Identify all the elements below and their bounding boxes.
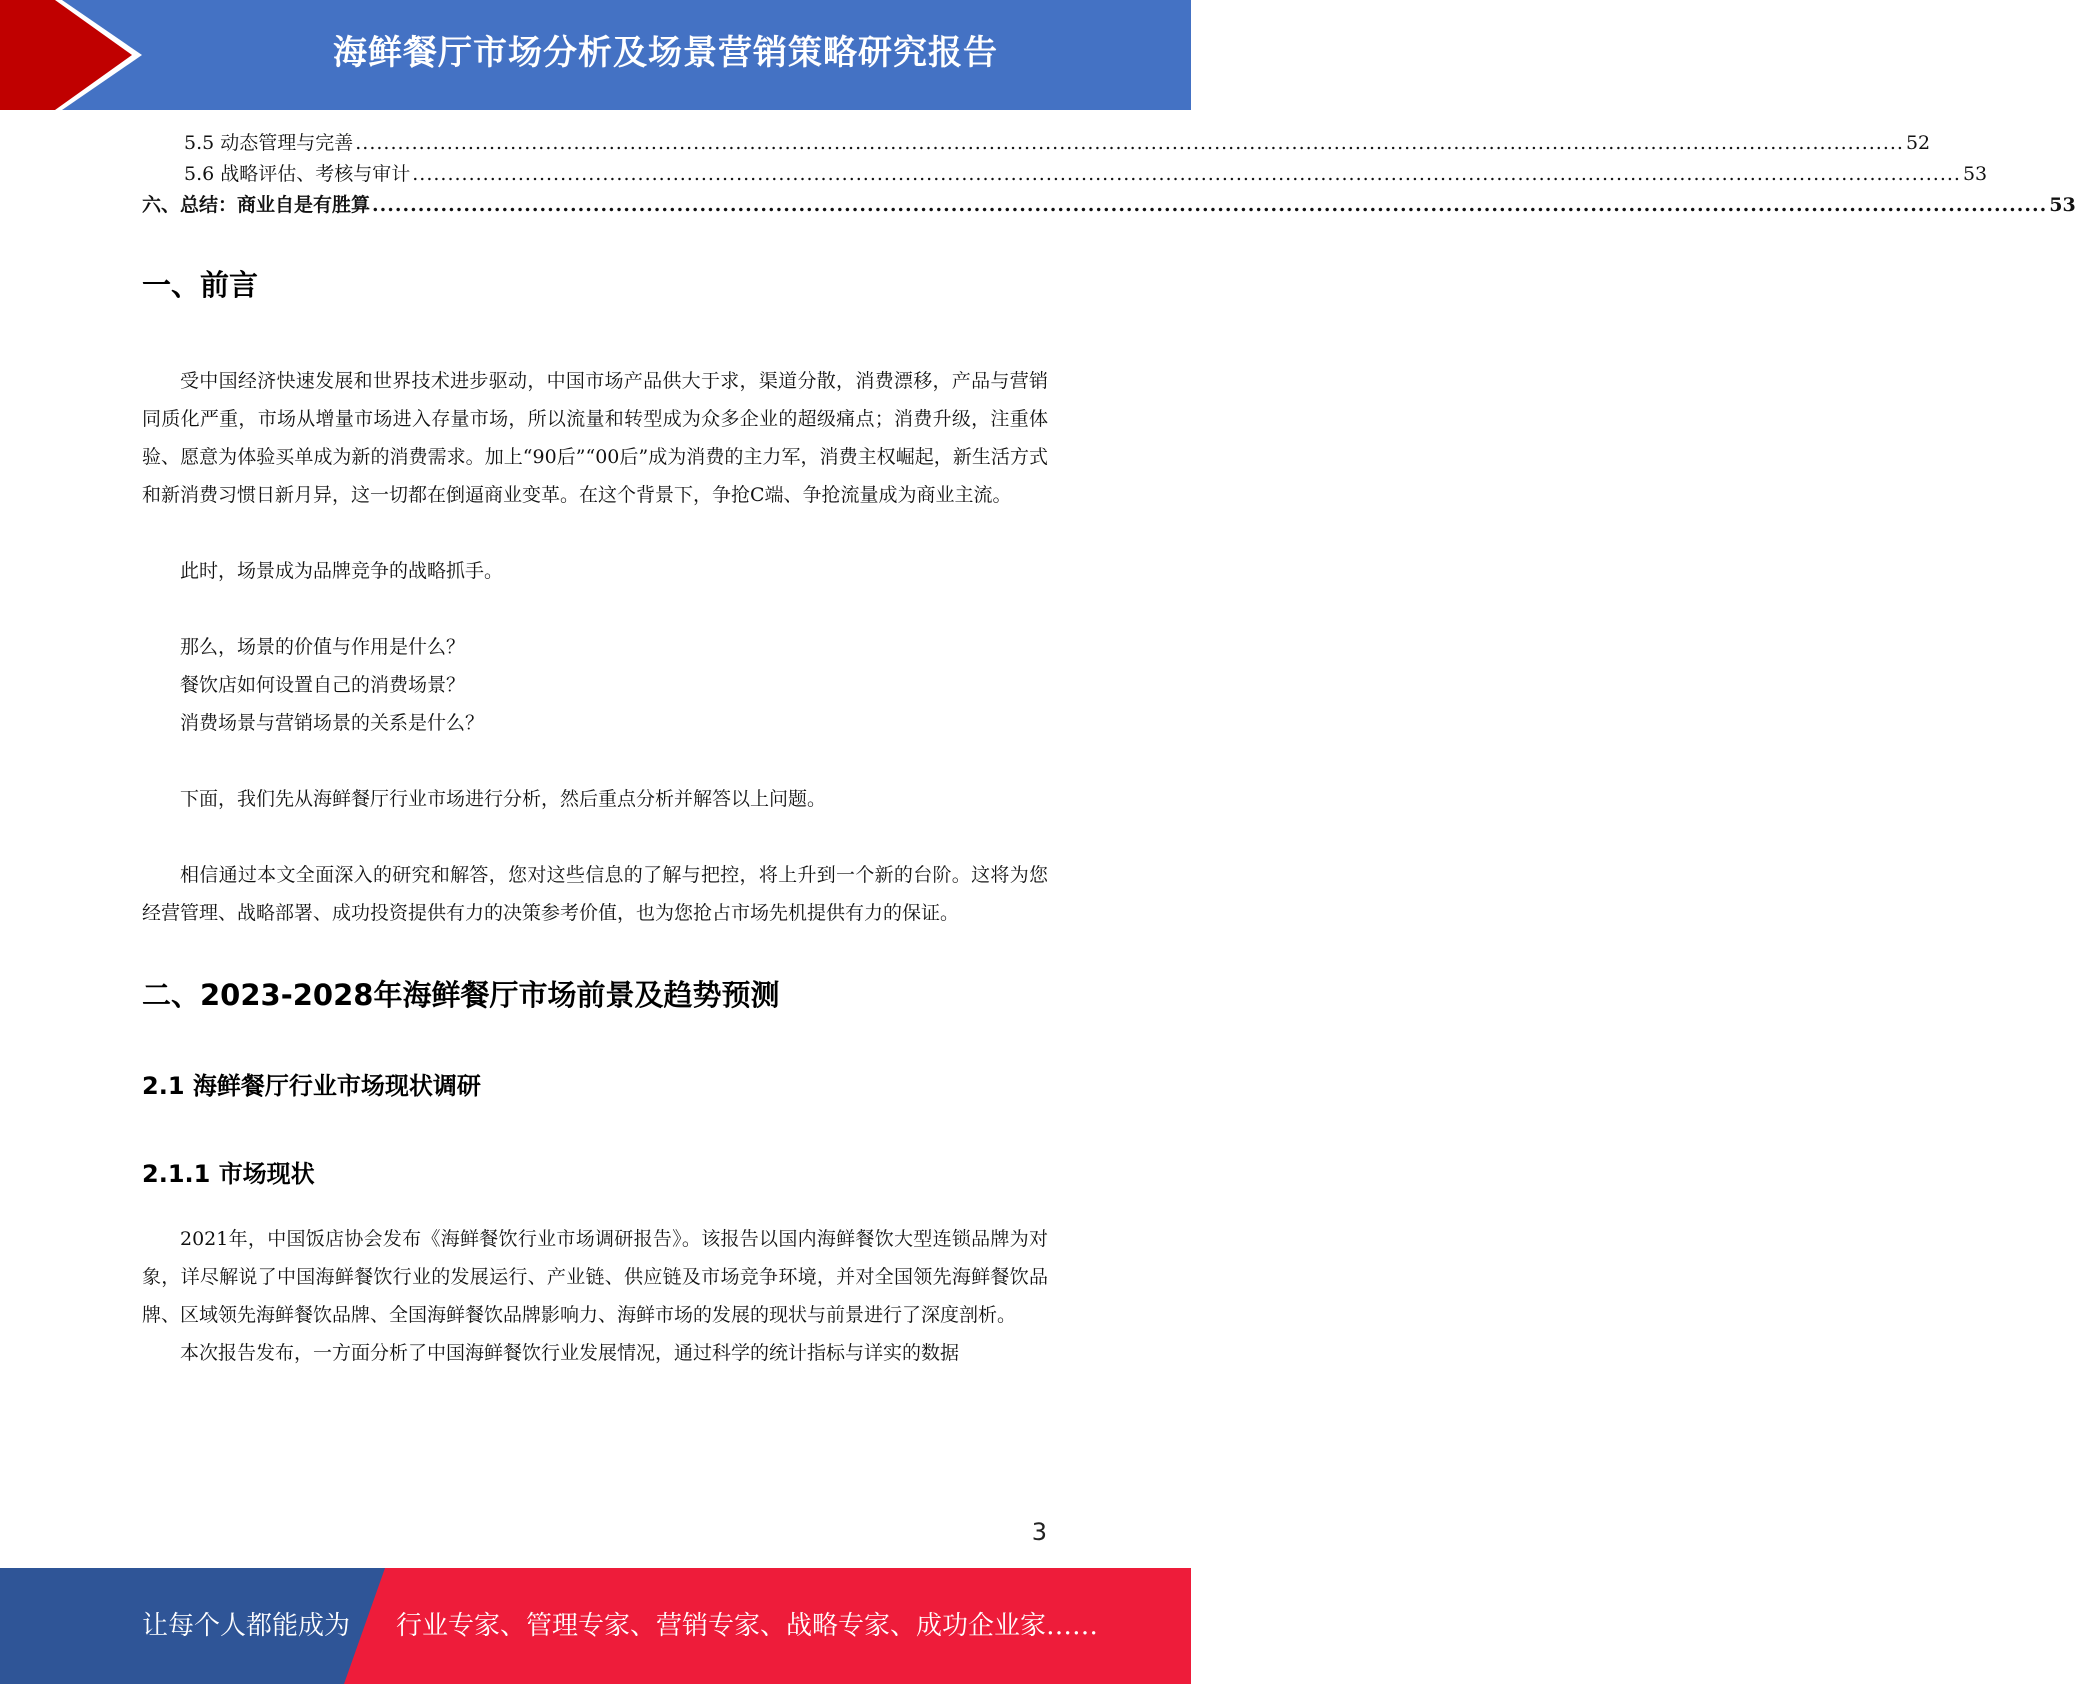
toc-entry[interactable] xyxy=(142,128,1931,159)
paragraph: 下面，我们先从海鲜餐厅行业市场进行分析，然后重点分析并解答以上问题。 xyxy=(180,788,827,810)
section-heading: 一、前言 xyxy=(142,268,259,302)
toc-entry-page: 52 xyxy=(1905,132,1931,154)
paragraph: 相信通过本文全面深入的研究和解答，您对这些信息的了解与把控，将上升到一个新的台阶。这将为您经营管理、战略部署、成功投资提供有力的决策参考价值，也为您抢占市场先机提供有力的保证。 xyxy=(142,864,1048,924)
toc-entry-page: 53 xyxy=(2049,194,2076,216)
paragraph: 本次报告发布，一方面分析了中国海鲜餐饮行业发展情况，通过科学的统计指标与详实的数据 xyxy=(180,1342,960,1364)
paragraph: 此时，场景成为品牌竞争的战略抓手。 xyxy=(180,560,504,582)
toc-leader-dots: ............................................................................................................................................................................................................................ xyxy=(355,132,1904,154)
page-header xyxy=(0,0,1191,110)
toc-entry-label: 5.6 战略评估、考核与审计 xyxy=(184,163,411,185)
paragraph: 餐饮店如何设置自己的消费场景？ xyxy=(180,674,466,696)
footer-slogan-right: 行业专家、管理专家、营销专家、战略专家、成功企业家…… xyxy=(396,1611,1099,1641)
table-of-contents xyxy=(142,128,2076,221)
page-footer xyxy=(0,1568,1191,1684)
report-title: 海鲜餐厅市场分析及场景营销策略研究报告 xyxy=(333,33,998,73)
toc-entry-label: 六、总结：商业自是有胜算 xyxy=(142,194,371,216)
toc-entry[interactable] xyxy=(142,190,2076,221)
paragraph: 受中国经济快速发展和世界技术进步驱动，中国市场产品供大于求，渠道分散，消费漂移，产品与营销同质化严重，市场从增量市场进入存量市场，所以流量和转型成为众多企业的超级痛点；消费升级，注重体验、愿意为体验买单成为新的消费需求。加上“90后”“00后”成为消费的主力军，消费主权崛起，新生活方式和新消费习惯日新月异，这一切都在倒逼商业变革。在这个背景下，争抢C端、争抢流量成为商业主流。 xyxy=(142,370,1048,506)
paragraph: 那么，场景的价值与作用是什么？ xyxy=(180,636,466,658)
toc-leader-dots: ............................................................................................................................................................................................................................ xyxy=(412,163,1961,185)
page-number: 3 xyxy=(1031,1518,1047,1546)
toc-entry-label: 5.5 动态管理与完善 xyxy=(184,132,354,154)
subsection-heading: 2.1.1 市场现状 xyxy=(142,1160,315,1188)
toc-entry[interactable] xyxy=(142,159,1988,190)
toc-leader-dots: ............................................................................................................................................................................................................................ xyxy=(372,194,2048,216)
subsection-heading: 2.1 海鲜餐厅行业市场现状调研 xyxy=(142,1072,481,1100)
footer-slogan-left: 让每个人都能成为 xyxy=(142,1611,351,1641)
header-arrow-icon xyxy=(0,0,160,110)
paragraph: 2021年，中国饭店协会发布《海鲜餐饮行业市场调研报告》。该报告以国内海鲜餐饮大型连锁品牌为对象，详尽解说了中国海鲜餐饮行业的发展运行、产业链、供应链及市场竞争环境，并对全国领先海鲜餐饮品牌、区域领先海鲜餐饮品牌、全国海鲜餐饮品牌影响力、海鲜市场的发展的现状与前景进行了深度剖析。 xyxy=(142,1228,1048,1326)
main-content xyxy=(142,264,1048,1372)
section-heading: 二、2023-2028年海鲜餐厅市场前景及趋势预测 xyxy=(142,978,780,1012)
paragraph: 消费场景与营销场景的关系是什么？ xyxy=(180,712,485,734)
toc-entry-page: 53 xyxy=(1962,163,1988,185)
